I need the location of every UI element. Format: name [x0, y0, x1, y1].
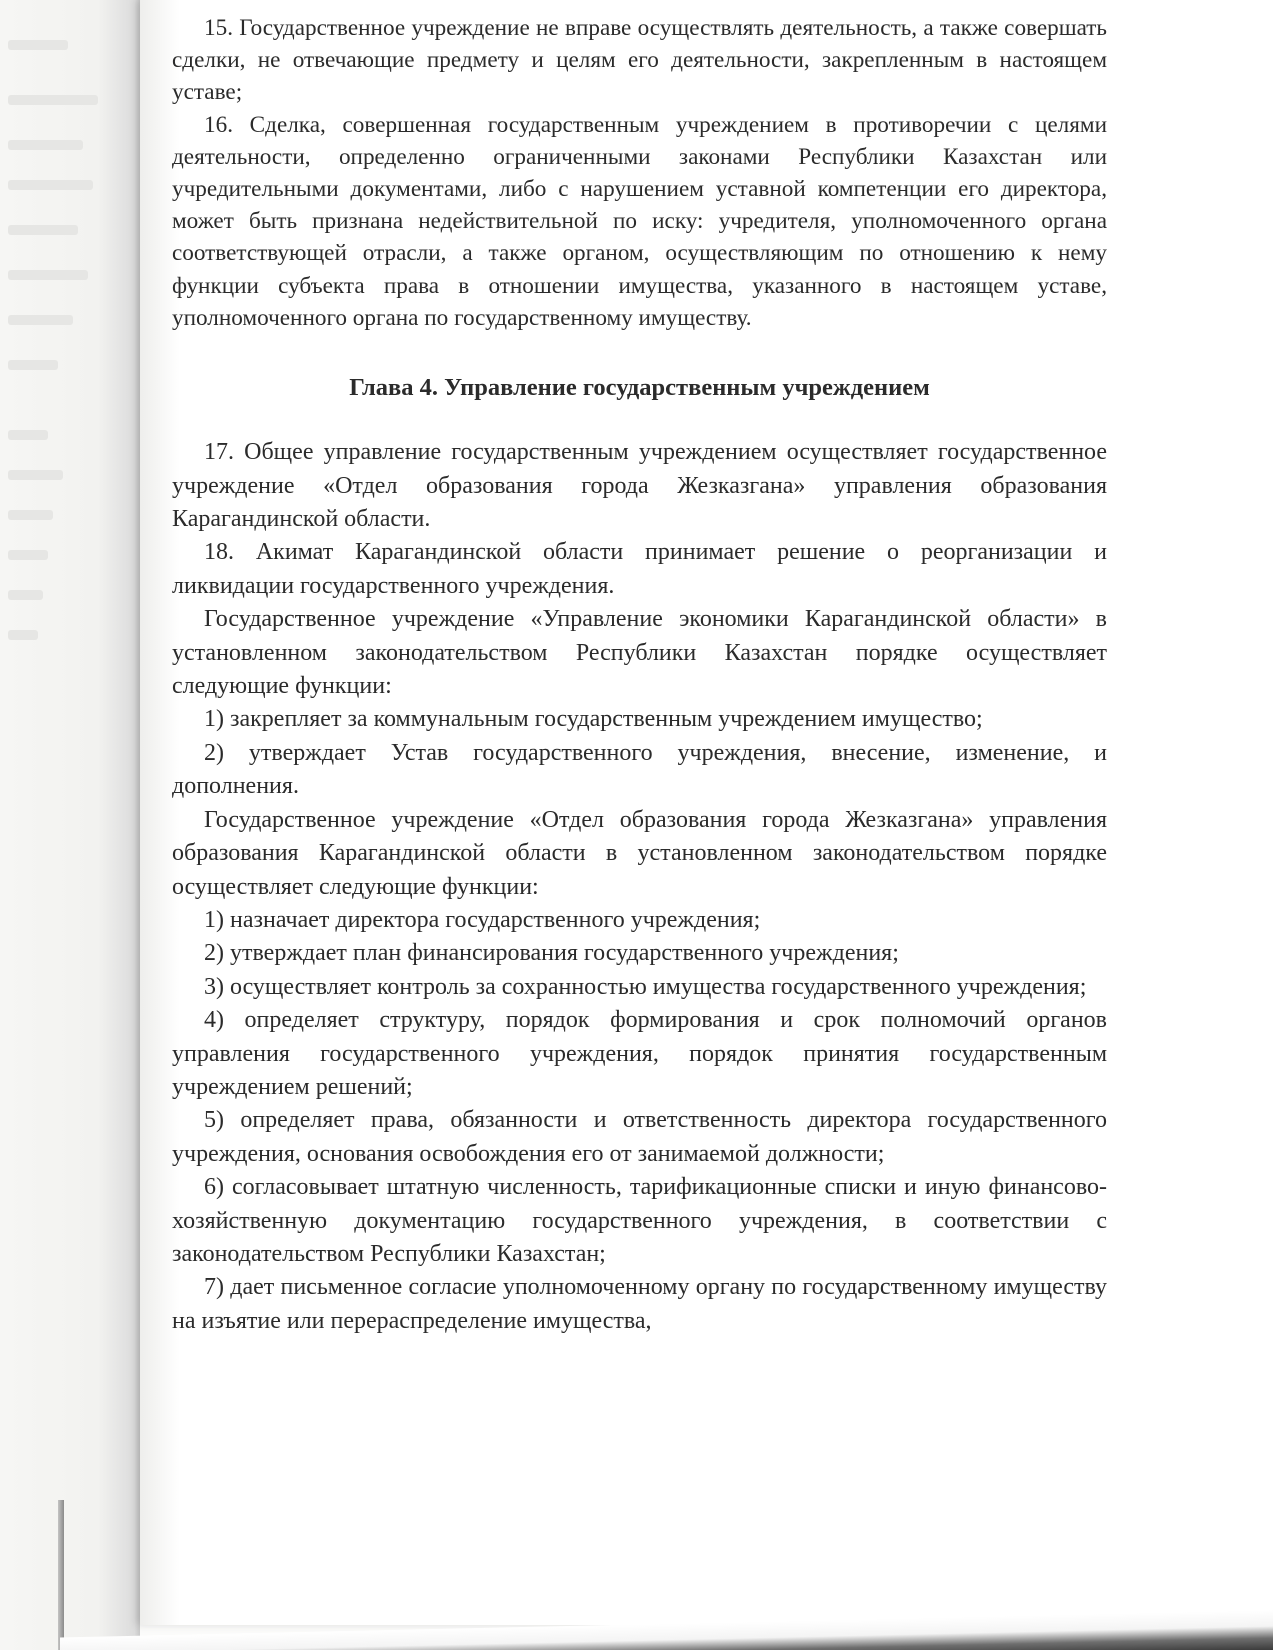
page-content: [172, 12, 1107, 1338]
education-function-7: 7) дает письменное согласие уполномоченному органу по государственному имуществу на изъятие или перераспределение имущества,: [172, 1274, 1107, 1334]
education-function-3: 3) осуществляет контроль за сохранностью имущества государственного учреждения;: [204, 973, 1087, 1000]
previous-page-margin: [0, 0, 140, 1650]
ghost-text-line: [8, 590, 43, 600]
paragraph-17: 17. Общее управление государственным учреждением осуществляет государственное учреждение «Отдел образования города Жезказгана» управления образования Карагандинской области.: [172, 439, 1107, 533]
ghost-text-line: [8, 270, 88, 280]
ghost-text-line: [8, 630, 38, 640]
ghost-text-line: [8, 40, 68, 50]
education-department-intro: Государственное учреждение «Отдел образования города Жезказгана» управления образования Карагандинской области в установленном законодательством порядке осуществляет следующие функции:: [172, 806, 1107, 900]
ghost-text-line: [8, 140, 83, 150]
education-function-2: 2) утверждает план финансирования государственного учреждения;: [204, 940, 899, 967]
economy-function-2: 2) утверждает Устав государственного учреждения, внесение, изменение, и дополнения.: [172, 739, 1107, 800]
ghost-text-line: [8, 180, 93, 190]
ghost-text-line: [8, 360, 58, 370]
scanner-edge-shadow: [58, 1500, 64, 1650]
ghost-text-line: [8, 95, 98, 105]
ghost-text-line: [8, 315, 73, 325]
education-function-1: 1) назначает директора государственного учреждения;: [204, 906, 761, 933]
ghost-text-line: [8, 225, 78, 235]
section-chapter-4: [172, 436, 1107, 1338]
economy-function-1: 1) закрепляет за коммунальным государственным учреждением имущество;: [204, 706, 983, 733]
education-function-6: 6) согласовывает штатную численность, тарификационные списки и иную финансово-хозяйственную документацию государственного учреждения, в соответствии с законодательством Республики Казахстан;: [172, 1174, 1107, 1267]
paragraph-16: 16. Сделка, совершенная государственным учреждением в противоречии с целями деятельности, определенно ограниченными законами Республики Казахстан или учредительными документами, либо с нарушением уставной компетенции его директора, может быть признана недействительной по иску: учредителя, уполномоченного органа соответствующей отрасли, а также органом, осуществляющим по отношению к нему функции субъекта права в отношении имущества, указанного в настоящем уставе, уполномоченного органа по государственному имуществу.: [172, 111, 1107, 331]
chapter-title: Глава 4. Управление государственным учреждением: [349, 374, 930, 402]
economy-department-intro: Государственное учреждение «Управление экономики Карагандинской области» в установленном законодательством Республики Казахстан порядке осуществляет следующие функции:: [172, 606, 1107, 700]
section-chapter-3-end: [172, 12, 1107, 334]
paragraph-18: 18. Акимат Карагандинской области принимает решение о реорганизации и ликвидации государственного учреждения.: [172, 539, 1107, 599]
education-function-4: 4) определяет структуру, порядок формирования и срок полномочий органов управления государственного учреждения, порядок принятия государственным учреждением решений;: [172, 1007, 1107, 1100]
ghost-text-line: [8, 550, 48, 560]
ghost-text-line: [8, 470, 63, 480]
education-function-5: 5) определяет права, обязанности и ответственность директора государственного учреждения, основания освобождения его от занимаемой должности;: [172, 1107, 1107, 1167]
ghost-text-line: [8, 430, 48, 440]
ghost-text-line: [8, 510, 53, 520]
paragraph-15: 15. Государственное учреждение не вправе осуществлять деятельность, а также совершать сделки, не отвечающие предмету и целям его деятельности, закрепленным в настоящем уставе;: [172, 15, 1107, 106]
document-page: [140, 0, 1273, 1625]
